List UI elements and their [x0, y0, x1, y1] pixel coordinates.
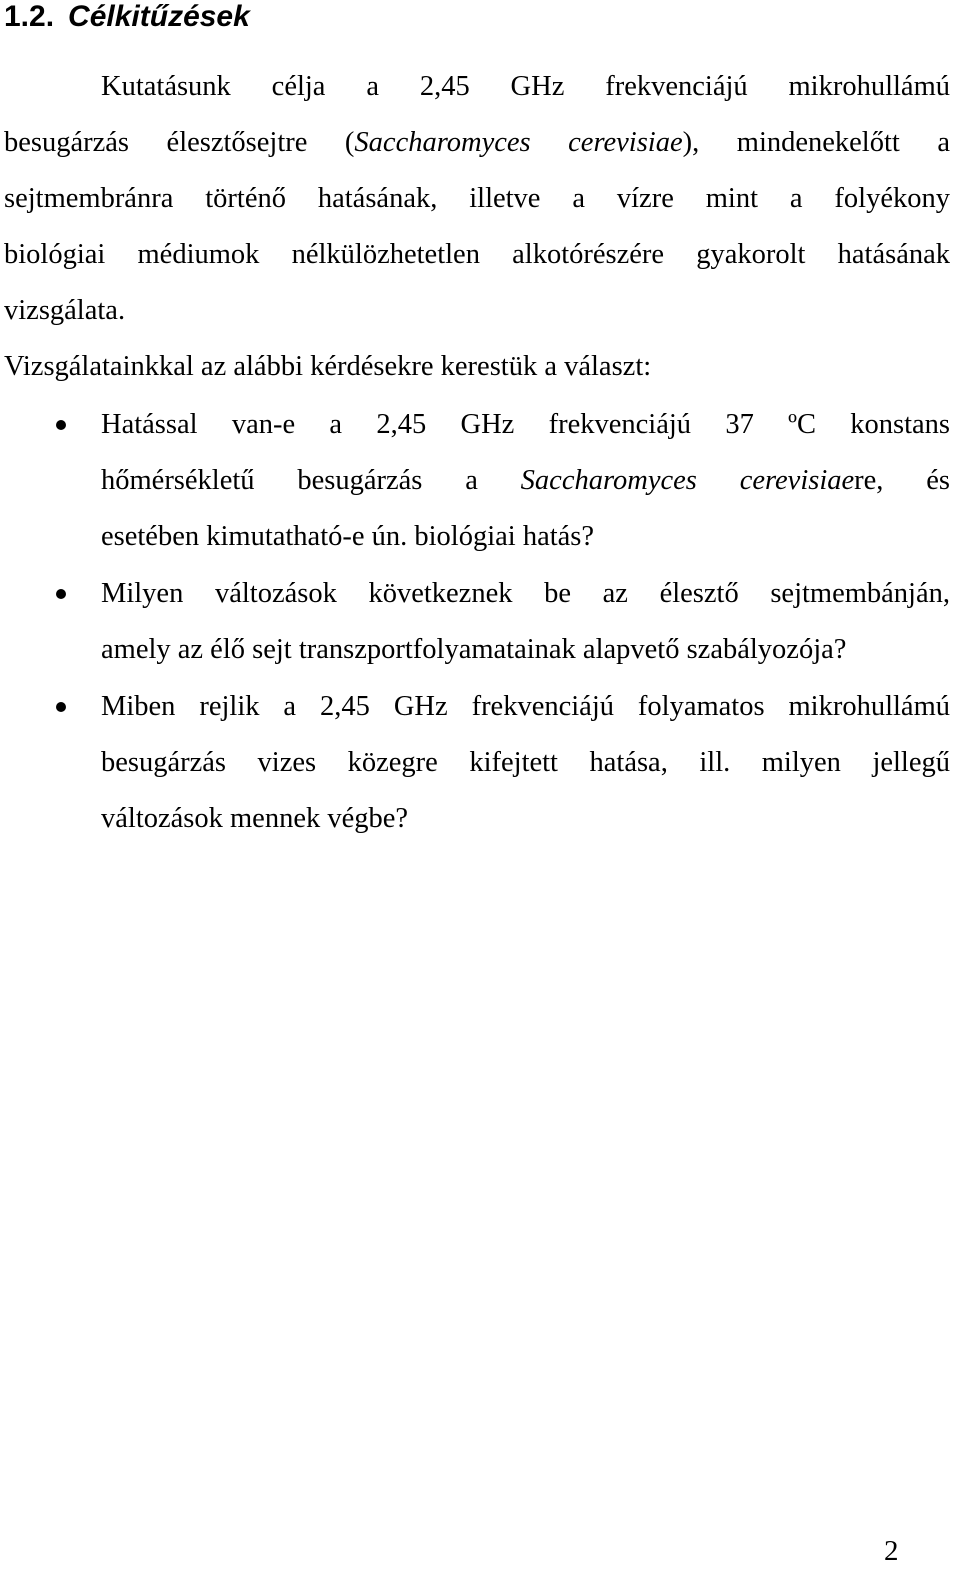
question-2-line-2: amely az élő sejt transzportfolyamatainak alapvető szabályozója?	[101, 634, 847, 665]
intro-line-3: sejtmembránra történő hatásának, illetve a vízre mint a folyékony	[4, 183, 950, 214]
question-1-line-2: hőmérsékletű besugárzás a Saccharomyces cerevisiaere, és	[101, 465, 950, 496]
section-title: Célkitűzések	[68, 0, 250, 33]
intro-line-1: Kutatásunk célja a 2,45 GHz frekvenciájú mikrohullámú	[101, 71, 950, 102]
question-3-line-1: Miben rejlik a 2,45 GHz frekvenciájú folyamatos mikrohullámú	[101, 691, 950, 722]
intro-line-4: biológiai médiumok nélkülözhetetlen alkotórészére gyakorolt hatásának	[4, 239, 950, 270]
intro-line-5: vizsgálata.	[4, 295, 126, 326]
page-number: 2	[884, 1535, 899, 1567]
question-2-line-1: Milyen változások következnek be az élesztő sejtmembánján,	[101, 578, 950, 609]
bullet-icon	[56, 420, 66, 430]
question-3-line-3: változások mennek végbe?	[101, 803, 409, 834]
question-1-line-1: Hatással van-e a 2,45 GHz frekvenciájú 37 ºC konstans	[101, 409, 950, 440]
question-3-line-2: besugárzás vizes közegre kifejtett hatása, ill. milyen jellegű	[101, 747, 950, 778]
intro-line-2: besugárzás élesztősejtre (Saccharomyces cerevisiae), mindenekelőtt a	[4, 127, 950, 158]
bullet-icon	[56, 702, 66, 712]
section-heading	[4, 0, 250, 34]
species-name: Saccharomyces cerevisiae	[520, 465, 855, 496]
intro-line-6: Vizsgálatainkkal az alábbi kérdésekre kerestük a választ:	[4, 351, 652, 382]
species-name: Saccharomyces cerevisiae	[354, 127, 683, 158]
question-1-line-3: esetében kimutatható-e ún. biológiai hatás?	[101, 521, 595, 552]
bullet-icon	[56, 589, 66, 599]
section-number: 1.2.	[4, 0, 55, 33]
